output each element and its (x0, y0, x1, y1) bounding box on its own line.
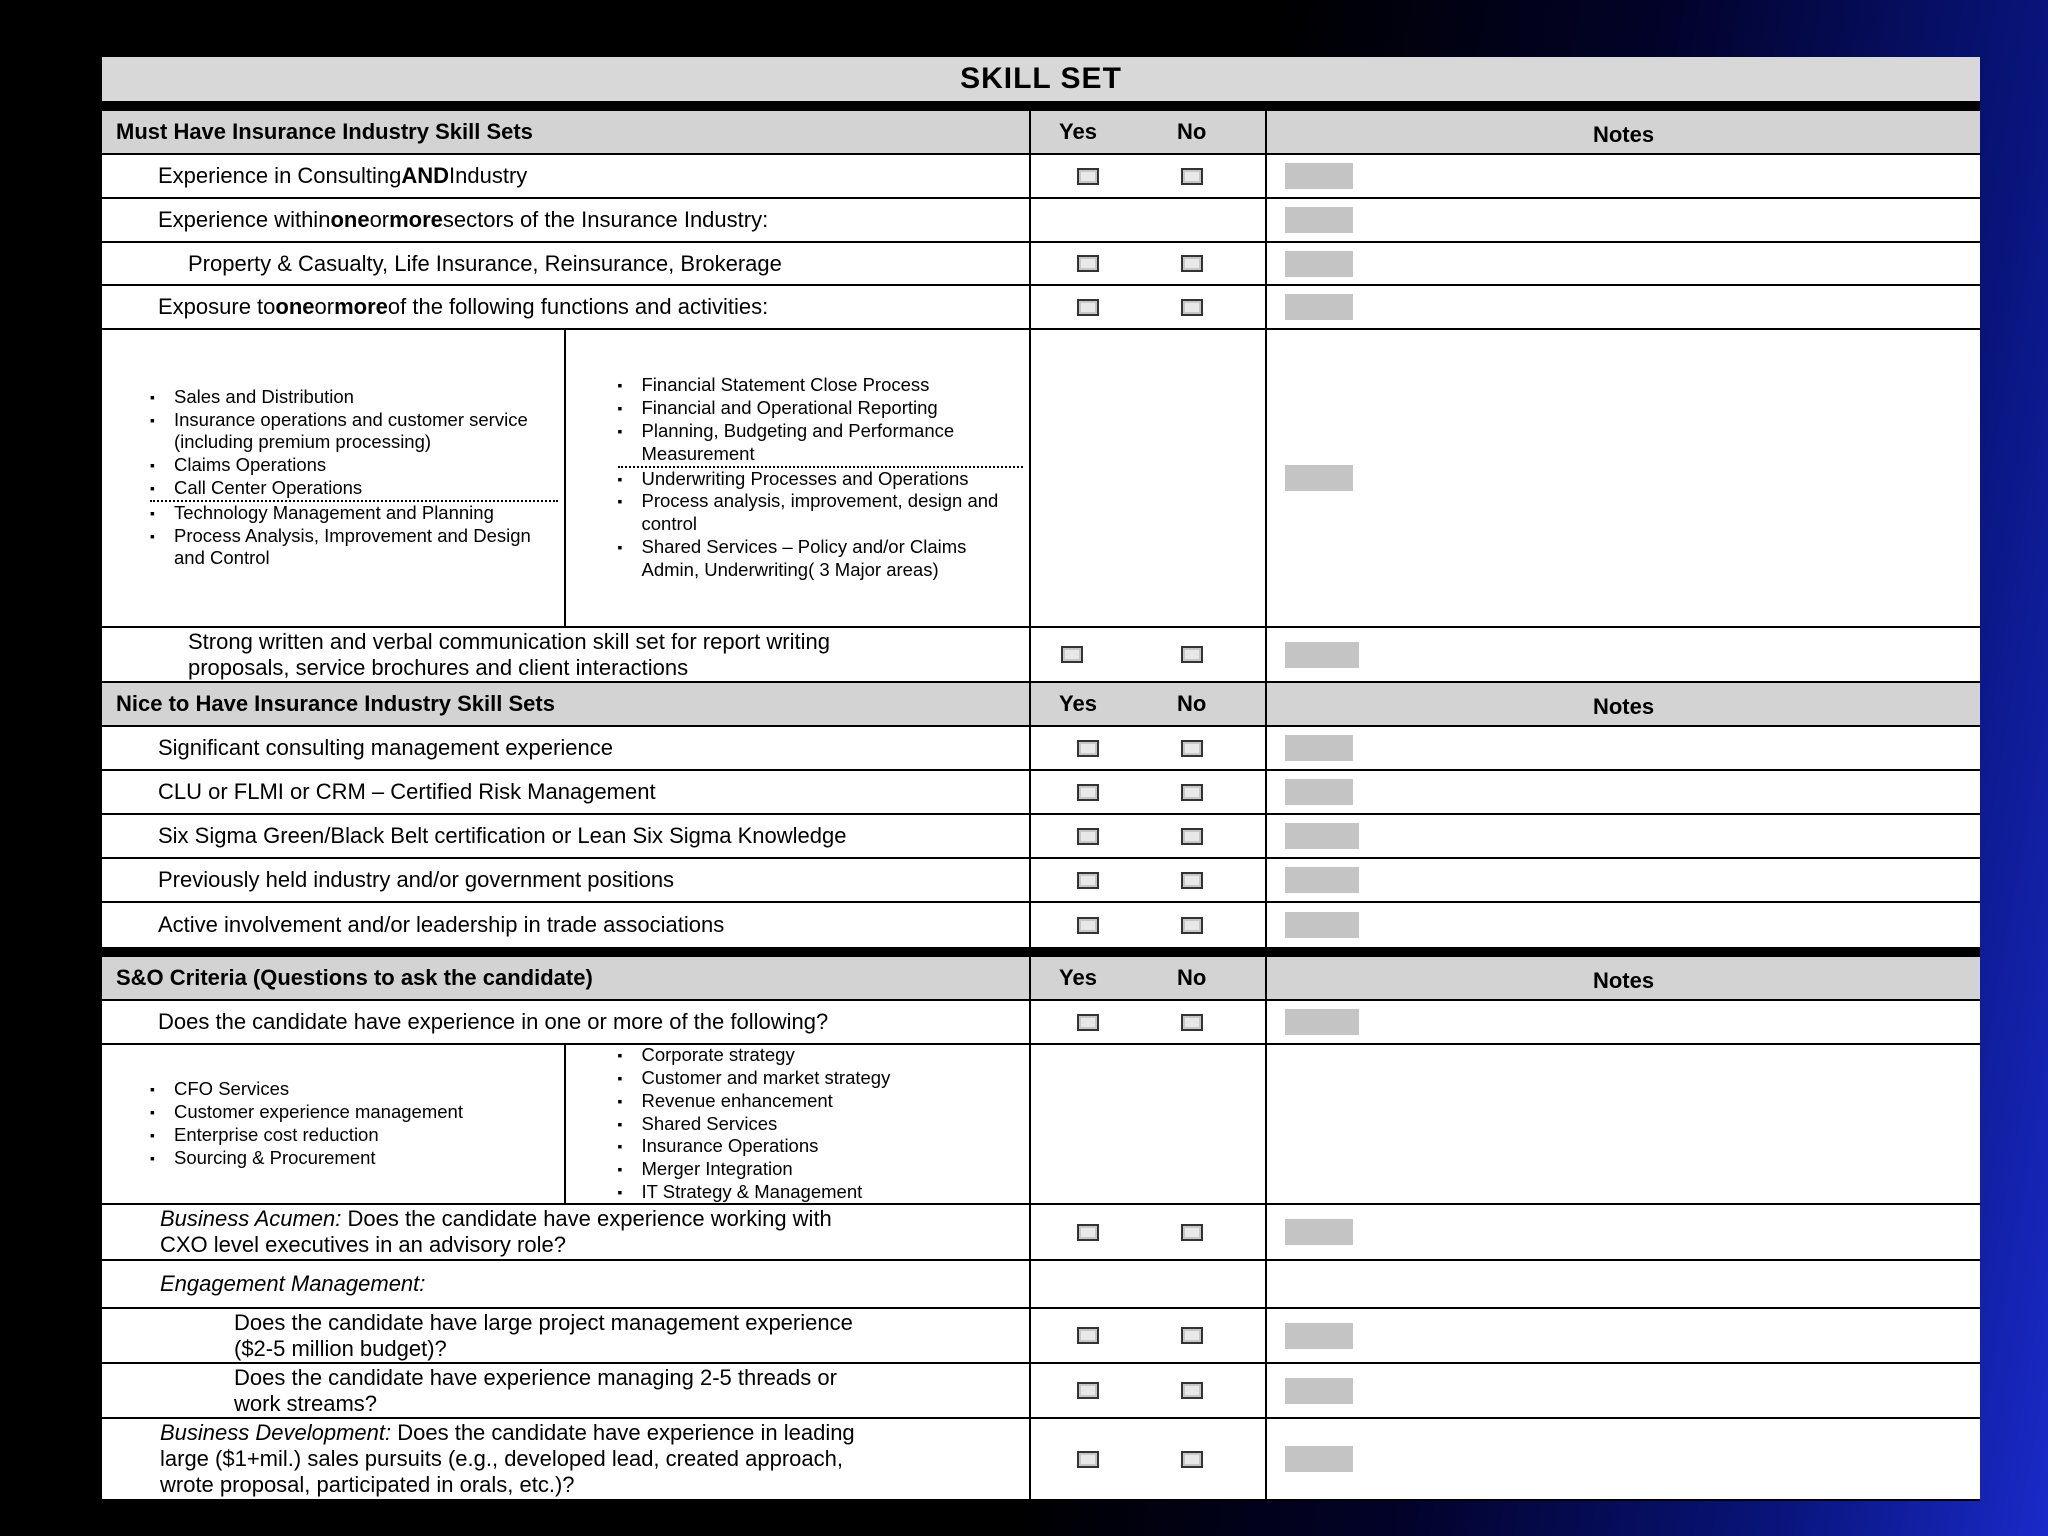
notes-field[interactable] (1285, 1009, 1359, 1035)
notes-field[interactable] (1285, 251, 1353, 277)
skill-set-form (102, 57, 1980, 1501)
no-checkbox[interactable] (1181, 168, 1203, 185)
list-item: ▪ CFO Services (150, 1078, 558, 1101)
notes-field[interactable] (1285, 207, 1353, 233)
notes-field[interactable] (1285, 867, 1359, 893)
yes-checkbox[interactable] (1077, 255, 1099, 272)
yes-checkbox[interactable] (1077, 1327, 1099, 1344)
notes-field[interactable] (1285, 1219, 1353, 1245)
no-column-header: No (1177, 691, 1207, 716)
no-checkbox[interactable] (1181, 1014, 1203, 1031)
list-item: ▪ IT Strategy & Management (618, 1181, 1024, 1204)
table-row (102, 628, 1980, 683)
criterion-text: Experience within one or more sectors of the Insurance Industry: (102, 199, 1031, 241)
bullet-list-right (566, 1045, 1030, 1203)
functions-bullets-row (102, 330, 1980, 628)
so-criteria-header: S&O Criteria (Questions to ask the candidate) (102, 957, 1031, 999)
table-row (102, 903, 1980, 947)
criterion-text: Active involvement and/or leadership in trade associations (102, 903, 1031, 947)
notes-column-header: Notes (1592, 968, 1655, 993)
yes-checkbox[interactable] (1077, 168, 1099, 185)
list-item: ▪ Underwriting Processes and Operations (618, 466, 1024, 491)
list-item: ▪ Process analysis, improvement, design and control (618, 490, 1024, 536)
criterion-text: Does the candidate have experience managing 2-5 threads or work streams? (102, 1364, 1031, 1417)
yes-column-header: Yes (1059, 965, 1097, 990)
list-item: ▪ Insurance operations and customer service (including premium processing) (150, 409, 558, 455)
list-item: ▪ Merger Integration (618, 1158, 1024, 1181)
bullet-list-right (566, 330, 1030, 626)
list-item: ▪ Shared Services – Policy and/or Claims Admin, Underwriting( 3 Major areas) (618, 536, 1024, 582)
table-row (102, 727, 1980, 771)
criterion-text: Experience in Consulting AND Industry (102, 155, 1031, 197)
table-row (102, 243, 1980, 286)
table-row (102, 1419, 1980, 1501)
form-title: SKILL SET (102, 57, 1980, 111)
criterion-text: Significant consulting management experience (102, 727, 1031, 769)
table-row (102, 859, 1980, 903)
no-checkbox[interactable] (1181, 255, 1203, 272)
bullet-list-left (102, 330, 566, 626)
list-item: ▪ Process Analysis, Improvement and Design and Control (150, 525, 558, 571)
no-checkbox[interactable] (1181, 740, 1203, 757)
no-checkbox[interactable] (1181, 828, 1203, 845)
no-checkbox[interactable] (1181, 299, 1203, 316)
no-checkbox[interactable] (1181, 1224, 1203, 1241)
list-item: ▪ Sales and Distribution (150, 386, 558, 409)
notes-field[interactable] (1285, 1378, 1353, 1404)
table-row (102, 1205, 1980, 1261)
list-item: ▪ Customer and market strategy (618, 1067, 1024, 1090)
notes-field[interactable] (1285, 823, 1359, 849)
criterion-text: Business Development: Does the candidate have experience in leading large ($1+mil.) sales pursuits (e.g., developed lead, created approach, wrote proposal, participated in orals, etc.)? (102, 1419, 1031, 1499)
table-row (102, 155, 1980, 199)
table-row (102, 1261, 1980, 1309)
notes-field[interactable] (1285, 912, 1359, 938)
criterion-text: Business Acumen: Does the candidate have experience working with CXO level executives in an advisory role? (102, 1205, 1031, 1259)
notes-field[interactable] (1285, 779, 1353, 805)
criterion-text: CLU or FLMI or CRM – Certified Risk Management (102, 771, 1031, 813)
yes-checkbox[interactable] (1077, 1451, 1099, 1468)
yes-checkbox[interactable] (1077, 784, 1099, 801)
notes-field[interactable] (1285, 294, 1353, 320)
no-checkbox[interactable] (1181, 1451, 1203, 1468)
table-row (102, 286, 1980, 330)
criterion-text: Exposure to one or more of the following functions and activities: (102, 286, 1031, 328)
table-row (102, 1001, 1980, 1045)
yes-checkbox[interactable] (1077, 1014, 1099, 1031)
list-item: ▪ Financial and Operational Reporting (618, 397, 1024, 420)
criterion-text: Does the candidate have large project management experience ($2-5 million budget)? (102, 1309, 1031, 1362)
yes-column-header: Yes (1059, 119, 1097, 144)
no-column-header: No (1177, 119, 1207, 144)
table-row (102, 199, 1980, 243)
notes-field[interactable] (1285, 465, 1353, 491)
so-criteria-header-row (102, 957, 1980, 1001)
notes-field[interactable] (1285, 1446, 1353, 1472)
no-checkbox[interactable] (1181, 872, 1203, 889)
bullet-list-left (102, 1045, 566, 1203)
list-item: ▪ Technology Management and Planning (150, 500, 558, 525)
must-have-header-row (102, 111, 1980, 155)
no-checkbox[interactable] (1181, 1382, 1203, 1399)
table-row (102, 1309, 1980, 1364)
criterion-text: Does the candidate have experience in one or more of the following? (102, 1001, 1031, 1043)
criterion-text: Strong written and verbal communication skill set for report writing proposals, service brochures and client interactions (102, 628, 1031, 681)
yes-checkbox[interactable] (1061, 646, 1083, 663)
so-bullets-row (102, 1045, 1980, 1205)
table-row (102, 1364, 1980, 1419)
list-item: ▪ Call Center Operations (150, 477, 558, 500)
must-have-header: Must Have Insurance Industry Skill Sets (102, 111, 1031, 153)
notes-field[interactable] (1285, 642, 1359, 668)
yes-checkbox[interactable] (1077, 1382, 1099, 1399)
list-item: ▪ Revenue enhancement (618, 1090, 1024, 1113)
list-item: ▪ Enterprise cost reduction (150, 1124, 558, 1147)
criterion-text: Six Sigma Green/Black Belt certification or Lean Six Sigma Knowledge (102, 815, 1031, 857)
notes-field[interactable] (1285, 163, 1353, 189)
no-checkbox[interactable] (1181, 1327, 1203, 1344)
list-item: ▪ Shared Services (618, 1113, 1024, 1136)
yes-checkbox[interactable] (1077, 917, 1099, 934)
list-item: ▪ Customer experience management (150, 1101, 558, 1124)
table-row (102, 815, 1980, 859)
list-item: ▪ Financial Statement Close Process (618, 374, 1024, 397)
no-column-header: No (1177, 965, 1207, 990)
section-divider (102, 947, 1980, 957)
yes-column-header: Yes (1059, 691, 1097, 716)
list-item: ▪ Corporate strategy (618, 1044, 1024, 1067)
notes-column-header: Notes (1592, 694, 1655, 719)
notes-field[interactable] (1285, 1323, 1353, 1349)
list-item: ▪ Claims Operations (150, 454, 558, 477)
notes-column-header: Notes (1592, 122, 1655, 147)
yes-checkbox[interactable] (1077, 872, 1099, 889)
table-row (102, 771, 1980, 815)
criterion-text: Property & Casualty, Life Insurance, Reinsurance, Brokerage (102, 243, 1031, 284)
list-item: ▪ Sourcing & Procurement (150, 1147, 558, 1170)
no-checkbox[interactable] (1181, 646, 1203, 663)
criterion-text: Previously held industry and/or government positions (102, 859, 1031, 901)
yes-checkbox[interactable] (1077, 1224, 1099, 1241)
nice-to-have-header-row (102, 683, 1980, 727)
yes-checkbox[interactable] (1077, 299, 1099, 316)
nice-to-have-header: Nice to Have Insurance Industry Skill Sets (102, 683, 1031, 725)
yes-checkbox[interactable] (1077, 740, 1099, 757)
no-checkbox[interactable] (1181, 917, 1203, 934)
yes-checkbox[interactable] (1077, 828, 1099, 845)
criterion-text: Engagement Management: (102, 1261, 1031, 1307)
list-item: ▪ Planning, Budgeting and Performance Measurement (618, 420, 1024, 466)
no-checkbox[interactable] (1181, 784, 1203, 801)
notes-field[interactable] (1285, 735, 1353, 761)
list-item: ▪ Insurance Operations (618, 1135, 1024, 1158)
